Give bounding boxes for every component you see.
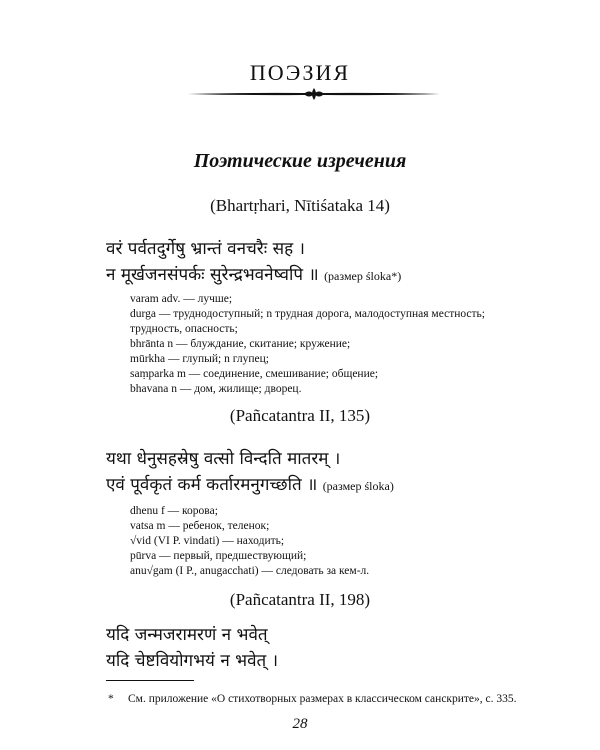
verse-line: यथा धेनुसहस्रेषु वत्सो विन्दति मातरम् । xyxy=(106,449,341,469)
footnote-text: См. приложение «О стихотворных размерах в классическом санскрите», с. 335. xyxy=(128,693,517,705)
verse-line xyxy=(106,472,394,495)
gloss-entry: dhenu f — корова; xyxy=(130,505,218,517)
footnote-mark: * xyxy=(108,693,114,705)
page-number: 28 xyxy=(292,716,308,732)
gloss-entry: varam adv. — лучше; xyxy=(130,293,233,305)
gloss-entry: saṃparka m — соединение, смешивание; общение; xyxy=(130,368,379,380)
glossary xyxy=(130,504,550,579)
gloss-entry: anu√gam (I P., anugacchati) — следовать за кем-л. xyxy=(130,565,370,577)
verse-line: वरं पर्वतदुर्गेषु भ्रान्तं वनचरैः सह । xyxy=(106,239,305,259)
gloss-entry: mūrkha — глупый; n глупец; xyxy=(130,353,269,365)
verse-text: न मूर्खजनसंपर्कः सुरेन्द्रभवनेष्वपि ॥ xyxy=(106,265,319,285)
verse-source: (Pañcatantra II, 198) xyxy=(229,590,371,609)
verse-text: एवं पूर्वकृतं कर्म कर्तारमनुगच्छति ॥ xyxy=(106,475,318,495)
footnote-rule xyxy=(106,680,194,681)
footnote xyxy=(108,693,568,705)
meter-note: (размер śloka) xyxy=(322,479,394,493)
verse-line: यदि चेष्टवियोगभयं न भवेत् । xyxy=(106,651,279,671)
gloss-entry: bhavana n — дом, жилище; дворец. xyxy=(130,383,302,395)
gloss-entry: vatsa m — ребенок, теленок; xyxy=(130,520,270,532)
chapter-title: ПОЭЗИЯ xyxy=(249,60,351,85)
ornament-divider-icon xyxy=(186,86,442,102)
meter-note: (размер śloka*) xyxy=(324,269,402,283)
glossary xyxy=(130,292,550,397)
gloss-entry: √vid (VI P. vindati) — находить; xyxy=(130,535,285,547)
section-title: Поэтические изречения xyxy=(193,150,407,172)
verse-line xyxy=(106,262,401,285)
gloss-entry: pūrva — первый, предшествующий; xyxy=(130,550,307,562)
verse-source: (Bhartṛhari, Nītiśataka 14) xyxy=(210,196,390,215)
gloss-entry: трудность, опасность; xyxy=(130,323,238,335)
verse-line: यदि जन्मजरामरणं न भवेत् xyxy=(106,625,268,645)
verse-source: (Pañcatantra II, 135) xyxy=(229,406,371,425)
gloss-entry: bhrānta n — блуждание, скитание; кружение; xyxy=(130,338,351,350)
gloss-entry: durga — труднодоступный; n трудная дорога, малодоступная местность; xyxy=(130,308,485,320)
